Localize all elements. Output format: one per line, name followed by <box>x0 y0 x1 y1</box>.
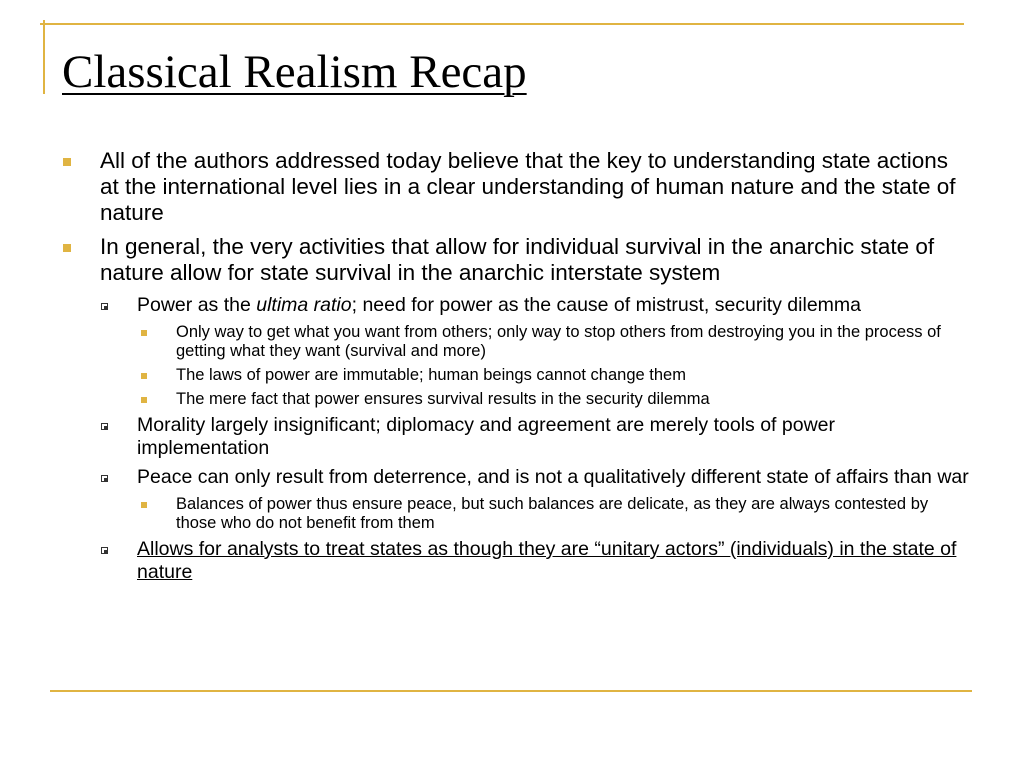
bullet-text: All of the authors addressed today believe that the key to understanding state actions at the international level lies in a clear understanding of human nature and the state of nature <box>100 148 956 225</box>
small-square-bullet-icon <box>141 373 147 379</box>
bullet-text: In general, the very activities that allow for individual survival in the anarchic state of nature allow for state survival in the anarchic interstate system <box>100 234 935 285</box>
sub-sub-bullet-security-dilemma <box>60 390 970 409</box>
bullet-survival <box>60 234 970 286</box>
sub-bullet-power <box>60 294 970 317</box>
sub-bullet-morality <box>60 414 970 460</box>
sub-sub-bullet-laws-of-power <box>60 366 970 385</box>
bullet-text: Morality largely insignificant; diplomacy and agreement are merely tools of power implementation <box>137 414 835 459</box>
bullet-text: Only way to get what you want from others; only way to stop others from destroying you in the process of getting what they want (survival and more) <box>176 323 941 360</box>
slide-body <box>60 148 970 590</box>
hollow-square-bullet-icon <box>101 547 108 554</box>
hollow-square-bullet-icon <box>101 475 108 482</box>
small-square-bullet-icon <box>141 502 147 508</box>
bullet-text: The mere fact that power ensures survival results in the security dilemma <box>176 390 710 408</box>
small-square-bullet-icon <box>141 397 147 403</box>
bullet-text: The laws of power are immutable; human beings cannot change them <box>176 366 686 384</box>
square-bullet-icon <box>63 244 71 252</box>
sub-bullet-peace <box>60 466 970 489</box>
bullet-text: Peace can only result from deterrence, and is not a qualitatively different state of affairs than war <box>137 466 969 488</box>
slide-title: Classical Realism Recap <box>62 46 527 98</box>
sub-bullet-unitary-actors <box>60 538 970 584</box>
power-text-italic: ultima ratio <box>256 294 352 316</box>
small-square-bullet-icon <box>141 330 147 336</box>
unitary-actors-link[interactable]: Allows for analysts to treat states as though they are “unitary actors” (individuals) in the state of nature <box>137 538 957 583</box>
sub-sub-bullet-balances <box>60 495 970 533</box>
hollow-square-bullet-icon <box>101 303 108 310</box>
top-accent-rule <box>40 23 964 25</box>
sub-sub-bullet-get-what-you-want <box>60 323 970 361</box>
bottom-accent-rule <box>50 690 972 692</box>
bullet-text: Balances of power thus ensure peace, but such balances are delicate, as they are always contested by those who do not benefit from them <box>176 495 929 532</box>
bullet-authors <box>60 148 970 226</box>
hollow-square-bullet-icon <box>101 423 108 430</box>
power-text-after: ; need for power as the cause of mistrust, security dilemma <box>351 294 861 316</box>
left-accent-rule <box>43 20 45 94</box>
square-bullet-icon <box>63 158 71 166</box>
power-text-before: Power as the <box>137 294 257 316</box>
